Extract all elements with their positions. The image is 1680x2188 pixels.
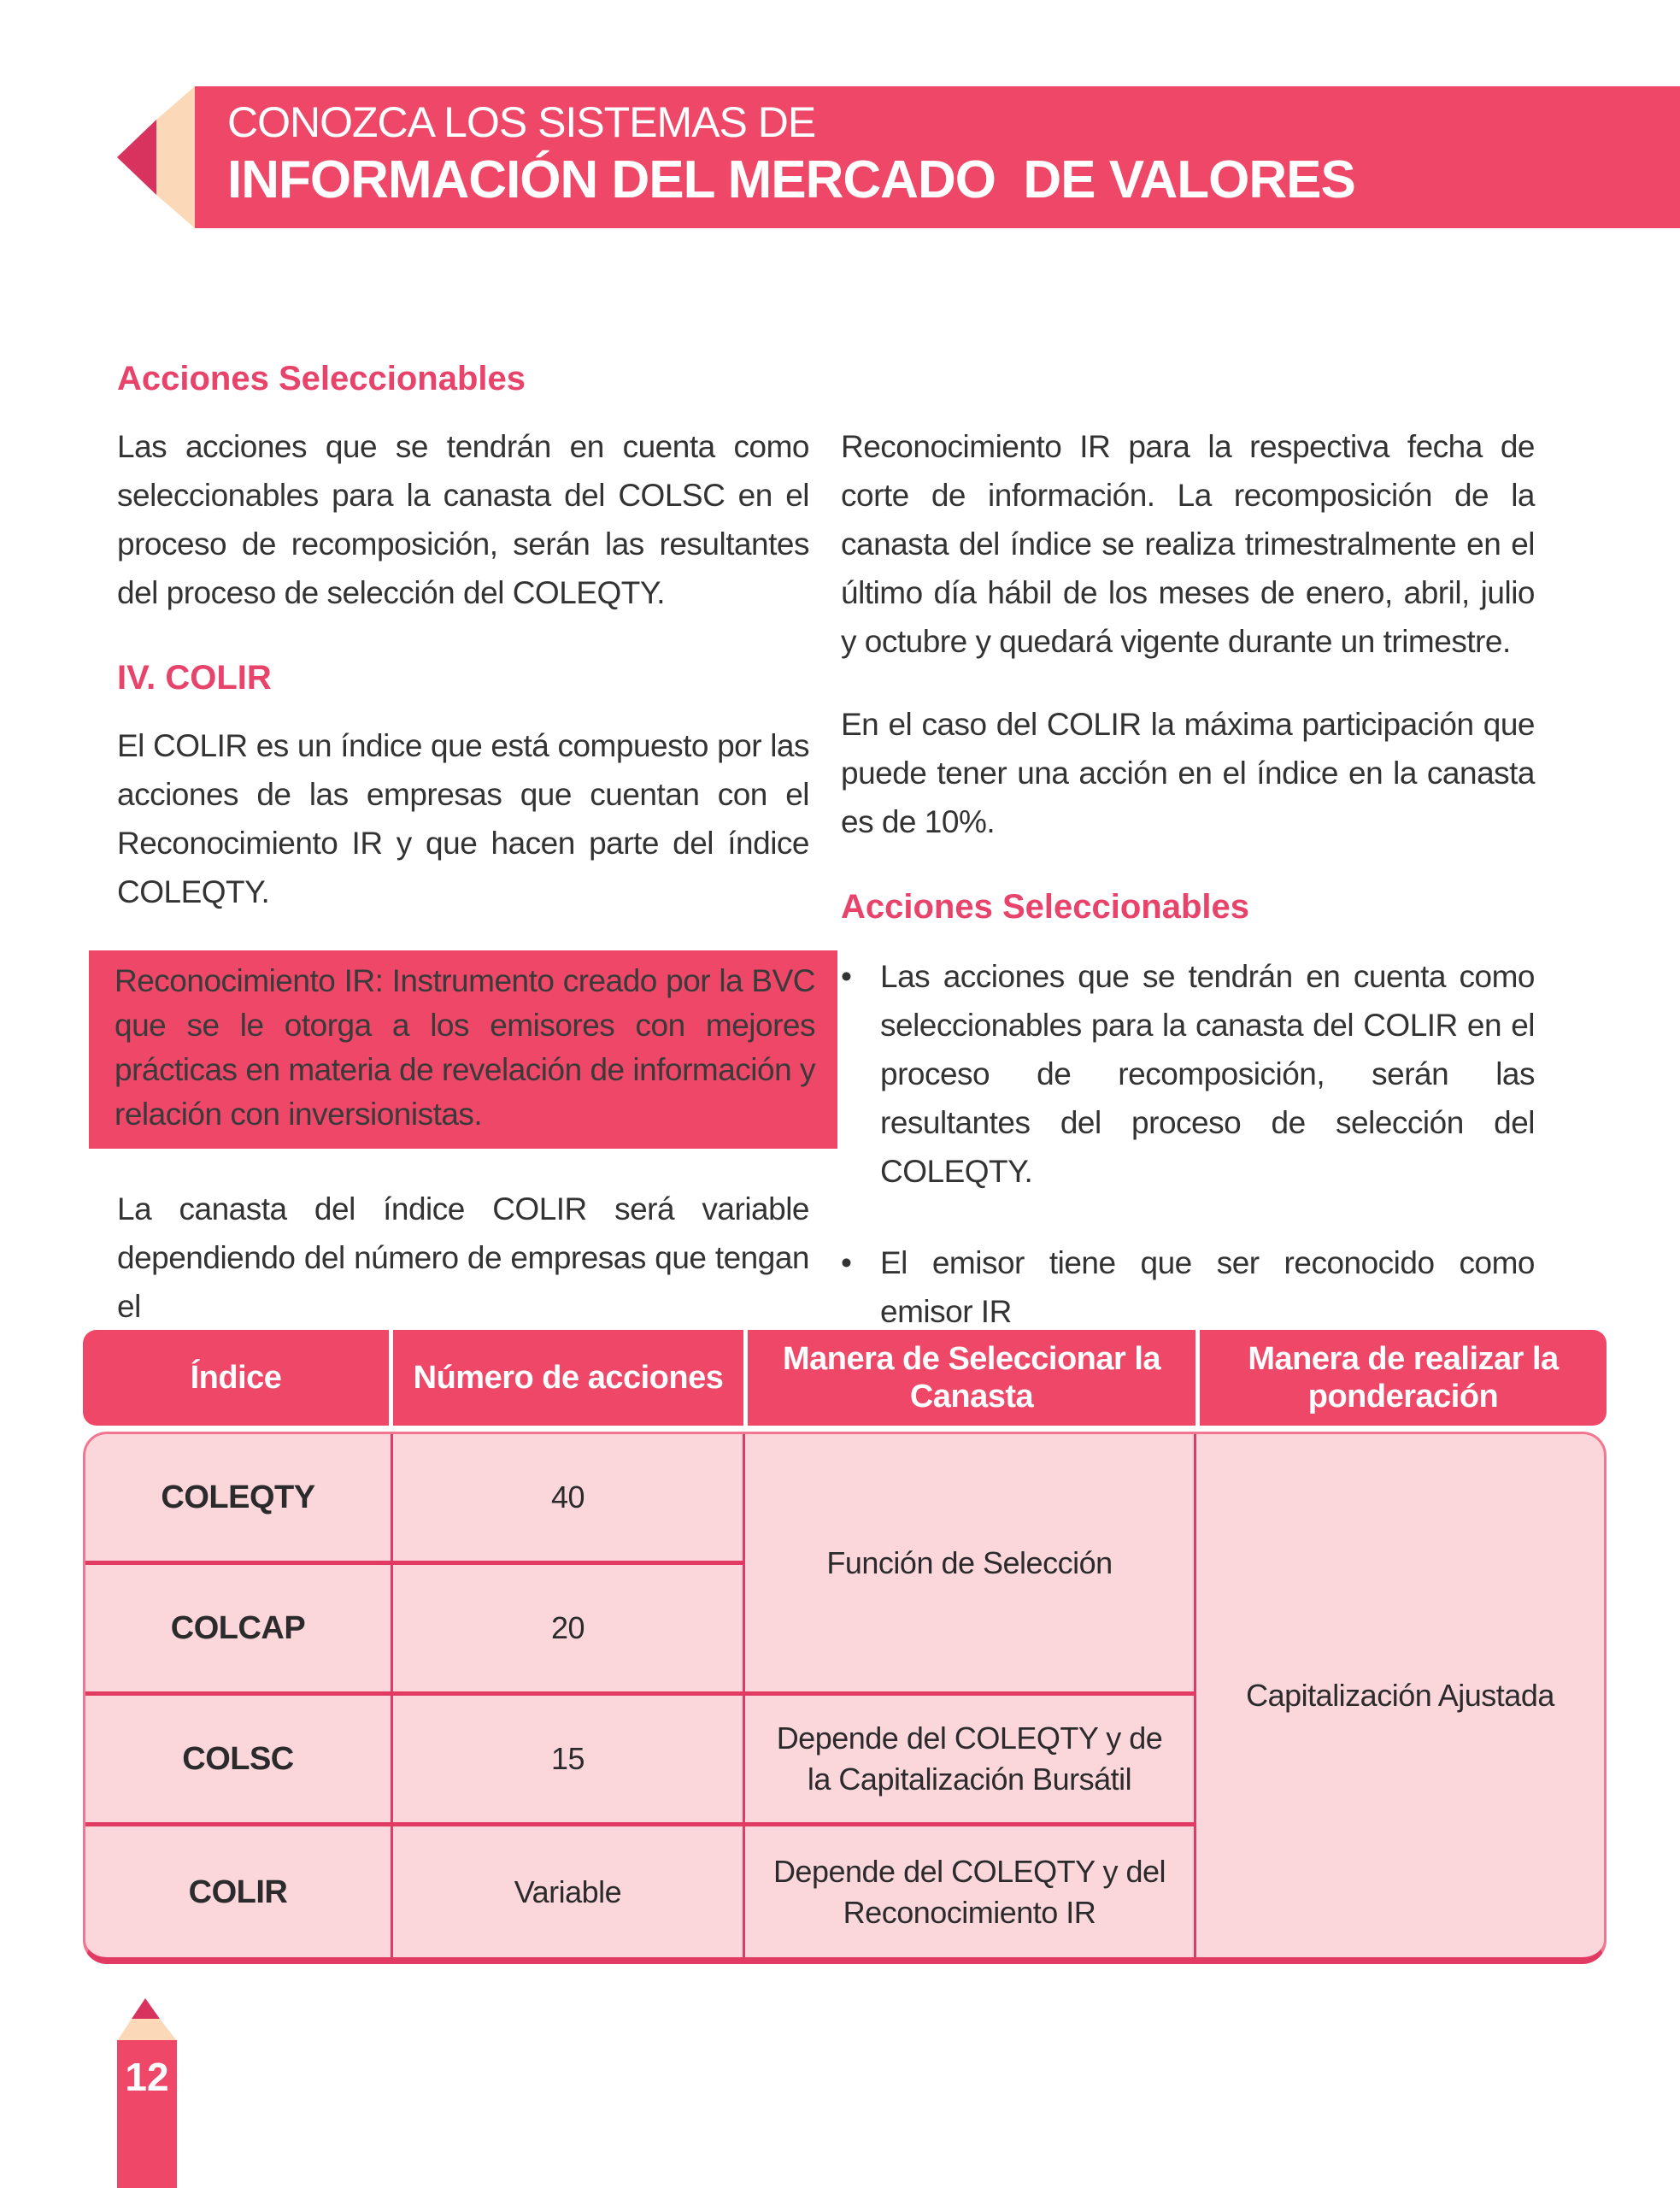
table-cell-indice-colsc: COLSC [85, 1696, 393, 1826]
left-heading-iv-colir: IV. COLIR [117, 659, 272, 697]
right-heading-acciones-seleccionables: Acciones Seleccionables [841, 888, 1250, 926]
table-header-manera-ponderacion: Manera de realizar la ponderación [1200, 1330, 1607, 1426]
left-paragraph-2: El COLIR es un índice que está compuesto por las acciones de las empresas que cuentan con el Reconocimiento IR y que hacen parte del índice COLEQTY. [117, 728, 809, 909]
left-paragraph-3: La canasta del índice COLIR será variable dependiendo del número de empresas que tengan el [117, 1191, 809, 1324]
reconocimiento-ir-highlight-box: Reconocimiento IR: Instrumento creado por la BVC que se le otorga a los emisores con mejores prácticas en materia de revelación de información y relación con inversionistas. [89, 950, 837, 1149]
bullet-icon: • [841, 959, 852, 994]
left-heading-acciones-seleccionables: Acciones Seleccionables [117, 360, 526, 397]
indices-table [83, 1432, 1607, 1964]
table-header-numero-acciones: Número de acciones [393, 1330, 743, 1426]
header-title-line2: INFORMACIÓN DEL MERCADO DE VALORES [227, 150, 1355, 209]
table-header-row [83, 1330, 1607, 1426]
right-paragraph-2: En el caso del COLIR la máxima participación que puede tener una acción en el índice en la canasta es de 10%. [841, 707, 1535, 839]
header-pencil-tip-icon [117, 86, 195, 228]
table-cell-seleccion-colir: Depende del COLEQTY y del Reconocimiento IR [745, 1826, 1196, 1957]
table-cell-indice-colir: COLIR [85, 1826, 393, 1957]
left-column [115, 359, 815, 1331]
table-cell-acciones-colsc: 15 [393, 1696, 745, 1826]
table-header-manera-seleccionar: Manera de Seleccionar la Canasta [748, 1330, 1195, 1426]
table-cell-acciones-colcap: 20 [393, 1565, 745, 1696]
table-cell-acciones-colir: Variable [393, 1826, 745, 1957]
page-number-pencil-tip-icon [117, 1998, 177, 2041]
right-paragraph-1: Reconocimiento IR para la respectiva fecha de corte de información. La recomposición de la canasta del índice se realiza trimestralmente en el último día hábil de los meses de enero, abril, julio y octubre y quedará vigente durante un trimestre. [841, 429, 1535, 659]
table-cell-indice-coleqty: COLEQTY [85, 1434, 393, 1565]
bullet-item [841, 952, 1535, 1196]
table-cell-seleccion-colsc: Depende del COLEQTY y de la Capitalización Bursátil [745, 1696, 1196, 1826]
bullet-icon: • [841, 1245, 852, 1280]
page-number-badge [117, 2040, 177, 2188]
bullet-text-1: Las acciones que se tendrán en cuenta como seleccionables para la canasta del COLIR en el proceso de recomposición, serán las resultantes del proceso de selección del COLEQTY. [880, 959, 1535, 1189]
bullet-item [841, 1238, 1535, 1336]
table-header-indice: Índice [83, 1330, 389, 1426]
header-title-line1: CONOZCA LOS SISTEMAS DE [227, 98, 816, 146]
table-cell-funcion-seleccion: Función de Selección [745, 1434, 1196, 1696]
left-paragraph-1: Las acciones que se tendrán en cuenta como seleccionables para la canasta del COLSC en el proceso de recomposición, serán las resultantes del proceso de selección del COLEQTY. [117, 429, 809, 610]
table-cell-ponderacion: Capitalización Ajustada [1246, 1678, 1554, 1713]
table-cell-acciones-coleqty: 40 [393, 1434, 745, 1565]
bullet-text-2: El emisor tiene que ser reconocido como emisor IR [880, 1245, 1535, 1329]
table-cell-indice-colcap: COLCAP [85, 1565, 393, 1696]
page-number: 12 [125, 2055, 169, 2099]
right-column [841, 422, 1535, 1336]
header-banner [195, 86, 1680, 228]
